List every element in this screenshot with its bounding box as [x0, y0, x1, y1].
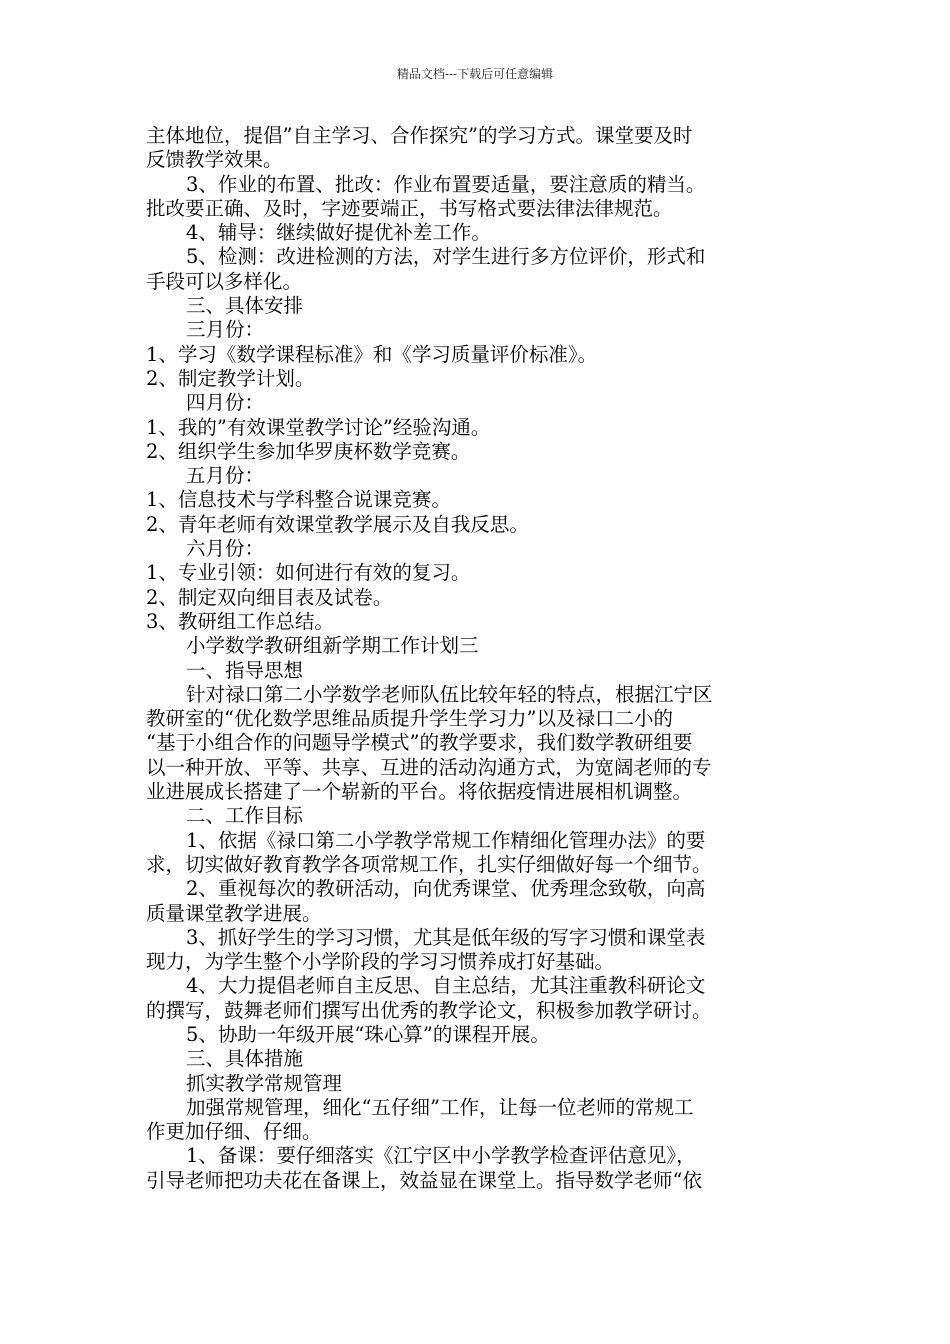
text-line: 二、工作目标	[186, 804, 304, 828]
text-line: 3、教研组工作总结。	[146, 609, 334, 633]
text-line: 加强常规管理，细化“五仔细”工作，让每一位老师的常规工	[186, 1095, 694, 1119]
text-line: 反馈教学效果。	[146, 148, 283, 172]
text-line: 1、备课：要仔细落实《江宁区中小学教学检查评估意见》，	[186, 1144, 696, 1168]
text-line: 1、依据《禄口第二小学教学常规工作精细化管理办法》的要	[186, 828, 706, 852]
text-line: 针对禄口第二小学数学老师队伍比较年轻的特点，根据江宁区	[186, 682, 713, 706]
text-line: 引导老师把功夫花在备课上，效益显在课堂上。指导数学老师“依	[146, 1168, 702, 1192]
text-line: 4、辅导：继续做好提优补差工作。	[186, 221, 491, 245]
text-line: 一、指导思想	[186, 658, 304, 682]
text-line: 三、具体措施	[186, 1047, 304, 1071]
text-line: 4、大力提倡老师自主反思、自主总结，尤其注重教科研论文	[186, 974, 706, 998]
text-line: 2、青年老师有效课堂教学展示及自我反思。	[146, 512, 529, 536]
text-line: 手段可以多样化。	[146, 269, 303, 293]
header-note: 精品文档---下载后可任意编辑	[396, 67, 554, 81]
text-line: “基于小组合作的问题导学模式”的教学要求，我们数学教研组要	[146, 731, 693, 755]
text-line: 5、检测：改进检测的方法，对学生进行多方位评价，形式和	[186, 245, 706, 269]
text-line: 2、组织学生参加华罗庚杯数学竞赛。	[146, 439, 471, 463]
text-line: 3、抓好学生的学习习惯，尤其是低年级的写字习惯和课堂表	[186, 925, 706, 949]
text-line: 六月份：	[186, 537, 265, 561]
text-line: 1、专业引领：如何进行有效的复习。	[146, 561, 471, 585]
text-line: 1、学习《数学课程标准》和《学习质量评价标准》。	[146, 342, 598, 366]
text-line: 的撰写，鼓舞老师们撰写出优秀的教学论文，积极参加教学研讨。	[146, 998, 712, 1022]
document-body	[146, 124, 806, 1193]
text-line: 2、重视每次的教研活动，向优秀课堂、优秀理念致敬，向高	[186, 877, 706, 901]
text-line: 三、具体安排	[186, 294, 304, 318]
text-line: 教研室的“优化数学思维品质提升学生学习力”以及禄口二小的	[146, 707, 673, 731]
text-line: 2、制定双向细目表及试卷。	[146, 585, 393, 609]
text-line: 求，切实做好教育教学各项常规工作，扎实仔细做好每一个细节。	[146, 852, 712, 876]
text-line: 作更加仔细、仔细。	[146, 1120, 322, 1144]
text-line: 三月份：	[186, 318, 265, 342]
text-line: 批改要正确、及时，字迹要端正，书写格式要法律法律规范。	[146, 196, 673, 220]
text-line: 1、我的”有效课堂教学讨论”经验沟通。	[146, 415, 491, 439]
text-line: 主体地位，提倡”自主学习、合作探究”的学习方式。课堂要及时	[146, 124, 693, 147]
text-line: 四月份：	[186, 391, 265, 415]
text-line: 1、信息技术与学科整合说课竞赛。	[146, 488, 451, 512]
text-line: 5、协助一年级开展“珠心算”的课程开展。	[186, 1022, 550, 1046]
text-line: 以一种开放、平等、共享、互进的活动沟通方式，为宽阔老师的专	[146, 755, 712, 779]
text-line: 业进展成长搭建了一个崭新的平台。将依据疫情进展相机调整。	[146, 780, 693, 804]
text-line: 质量课堂教学进展。	[146, 901, 322, 925]
text-line: 小学数学教研组新学期工作计划三	[186, 634, 479, 658]
text-line: 2、制定教学计划。	[146, 366, 315, 390]
text-line: 抓实教学常规管理	[186, 1071, 343, 1095]
text-line: 3、作业的布置、批改：作业布置要适量，要注意质的精当。	[186, 172, 706, 196]
text-line: 现力，为学生整个小学阶段的学习习惯养成打好基础。	[146, 950, 615, 974]
text-line: 五月份：	[186, 464, 265, 488]
